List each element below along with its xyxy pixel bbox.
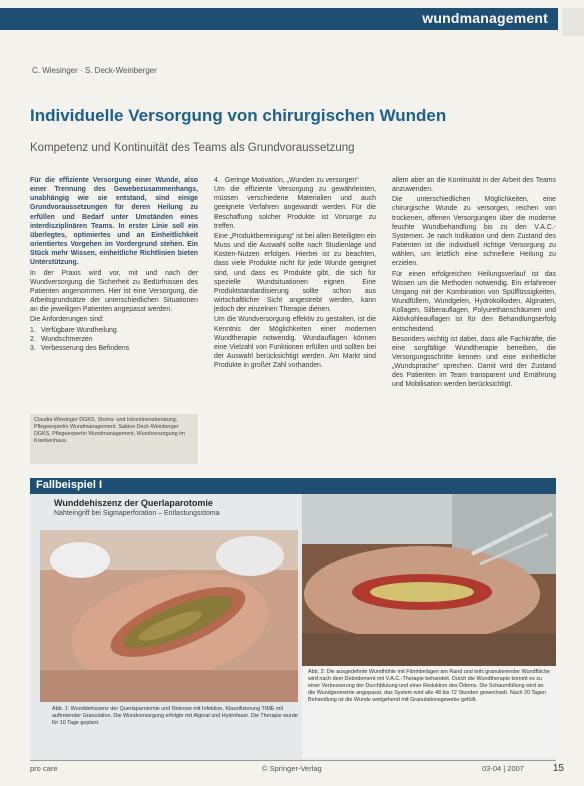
text-column-1 bbox=[30, 176, 198, 353]
list-item: 1. Verfügbare Wundheilung bbox=[30, 326, 117, 334]
section-label: wundmanagement bbox=[422, 10, 548, 26]
case-title: Wunddehiszenz der Querlaparotomie bbox=[54, 498, 213, 508]
list-item: 4. Geringe Motivation, „Wunden zu versorgen“ bbox=[214, 177, 359, 184]
page-side-tab bbox=[562, 8, 584, 36]
article-authors: C. Wiesinger · S. Deck-Weinberger bbox=[32, 66, 157, 75]
text-column-2 bbox=[214, 176, 376, 371]
text-column-3 bbox=[392, 176, 556, 391]
body-paragraph: Eine „Produktbereinigung“ ist bei allen Beteiligten ein Muss und die Auswahl sollte nach Studienlage und Kosten-Nutzen erfolgen. Hierbei ist zu beachten, dass viele Produkte nicht für jede Wunde geeignet sind, und dass es Produkte gibt, die sich für spezielle Wundsituationen eignen. Eine Produktstandardisierung sollte schon aus wirtschaftlicher Sicht angestrebt werden, kann jedoch der einzelnen Therapie dienen. bbox=[214, 232, 376, 314]
list-intro: Die Anforderungen sind: bbox=[30, 316, 104, 324]
list-item: 3. Verbesserung des Befindens bbox=[30, 344, 130, 352]
footer-divider bbox=[30, 760, 556, 761]
body-paragraph: Um die effiziente Versorgung zu gewährleisten, müssen verschiedene Materialien und auch geeignete Verfahren angewandt werden. Für die Beschaffung solcher Produkte ist Vorsorge zu treffen. bbox=[214, 186, 376, 230]
case-study-label: Fallbeispiel I bbox=[36, 479, 103, 491]
article-subtitle: Kompetenz und Kontinuität des Teams als Grundvoraussetzung bbox=[30, 142, 355, 154]
author-info-box: Claudia Wiesinger DGKS, Stoma- und Inkontinenzberatung, Pflegeexpertin Wundmanagement. Sabine Deck-Weinberger DGKS, Pflegeexpertin Wundmanagement, Wundversorgung im Krankenhaus. bbox=[30, 414, 198, 464]
case-subtitle: Nahteingriff bei Sigmaperforation – Entlastungsstoma bbox=[54, 510, 220, 517]
body-paragraph: Um die Wundversorgung effektiv zu gestalten, ist die Kenntnis der Möglichkeiten einer modernen Wundtherapie notwendig. Wundauflagen können eine Vielzahl von Funktionen erfüllen und sollten bei der Auswahl berücksichtigt werden. Am Markt sind Produkte in großer Zahl vorhanden. bbox=[214, 316, 376, 370]
article-title: Individuelle Versorgung von chirurgischen Wunden bbox=[30, 106, 447, 125]
page-footer bbox=[30, 764, 564, 778]
list-item: 2. Wundschmerzen bbox=[30, 335, 93, 343]
body-paragraph: Die unterschiedlichen Möglichkeiten, eine chirurgische Wunde zu versorgen, reichen von trockenen, offenen Versorgungen über die moderne feuchte Wundbehandlung bis zu den V.A.C.-Systemen. Je nach Indikation und dem Zustand des Patienten ist die individuell richtige Versorgung zu wählen, um letztlich eine schnellere Heilung zu erzielen. bbox=[392, 196, 556, 268]
wound-photo-2 bbox=[302, 494, 556, 666]
publisher: © Springer-Verlag bbox=[262, 764, 322, 773]
body-paragraph: allem aber an die Kontinuität in der Arbeit des Teams anzuwenden. bbox=[392, 177, 556, 194]
body-paragraph: Besonders wichtig ist dabei, dass alle Fachkräfte, die eine sorgfältige Wundtherapie betreiben, die Versorgungsschritte kennen und eine einheitliche „Wundsprache“ sprechen. Damit wird der Zustand des Patienten im Team transparent und Ernährung und Mobilisation werden berücksichtigt. bbox=[392, 335, 556, 389]
intro-paragraph: Für die effiziente Versorgung einer Wunde, also einer Trennung des Gewebezusammenhangs, unabhängig wie sie entstand, sind einige Grundvoraussetzungen für deren Heilung zu erfüllen und Bedarf unter Umständen eines interdisziplinären Teams. In erster Linie soll ein überlegtes, optimiertes und an Einheitlichkeit orientiertes Vorgehen im Vordergrund stehen. Ein Stück mehr Wissen, einheitliche Richtlinien bieten Unterstützung. bbox=[30, 177, 198, 267]
section-header-band bbox=[0, 8, 558, 30]
body-paragraph: Für einen erfolgreichen Heilungsverlauf ist das Wissen um die Methoden notwendig. Ein erfahrener Umgang mit der Kombination von Spülflüssigkeiten, Wundfüllern, Wundgelen, Hydrokolloiden, Alginaten, Kollagen, Silberauflagen, Polyurethanschäumen und Aktivkohleauflagen ist für den Behandlungserfolg entscheidend. bbox=[392, 270, 556, 333]
page-number: 15 bbox=[552, 763, 564, 774]
issue-number: 03-04 | 2007 bbox=[482, 764, 524, 773]
case-study-band bbox=[30, 478, 556, 494]
body-paragraph: In der Praxis wird vor, mit und nach der Wundversorgung die Sicherheit zu Bedürfnissen des Patienten angenommen. Hier ist eine Versorgung, die Arbeitsgrundsätze der unterschiedlichen Situationen an die jeweiligen Patienten angepasst werden. bbox=[30, 269, 198, 314]
photo-2-caption: Abb. 2: Die ausgedehnte Wundhöhle mit Fibrinbelägen am Rand und teils granulierender Wundfläche wird nach dem Debridement mit V.A.C.-Therapie behandelt. Durch die Wundtherapie kommt es zu einer Verbesserung der Durchblutung und einer Reduktion des Ödems. Die Schaumfüllung wird an die Wundgeometrie angepasst, das System wird alle 48 bis 72 Stunden gewechselt. Nach 20 Tagen Behandlung ist die Wunde weitgehend mit Granulationsgewebe gefüllt. bbox=[302, 666, 556, 758]
photo-1-caption: Abb. 1: Wunddehiszenz der Querlaparotomie und Nekrose mit Infektion, Klassifizierung TIME mit auftretender Granulation. Die Wundversorgung erfolgte mit Alginat und Hydrofaser. Die Therapie wurde für 10 Tage geplant. bbox=[52, 706, 298, 726]
case-study-panel bbox=[30, 494, 556, 760]
journal-name: pro care bbox=[30, 764, 58, 773]
wound-photo-1 bbox=[40, 530, 298, 702]
